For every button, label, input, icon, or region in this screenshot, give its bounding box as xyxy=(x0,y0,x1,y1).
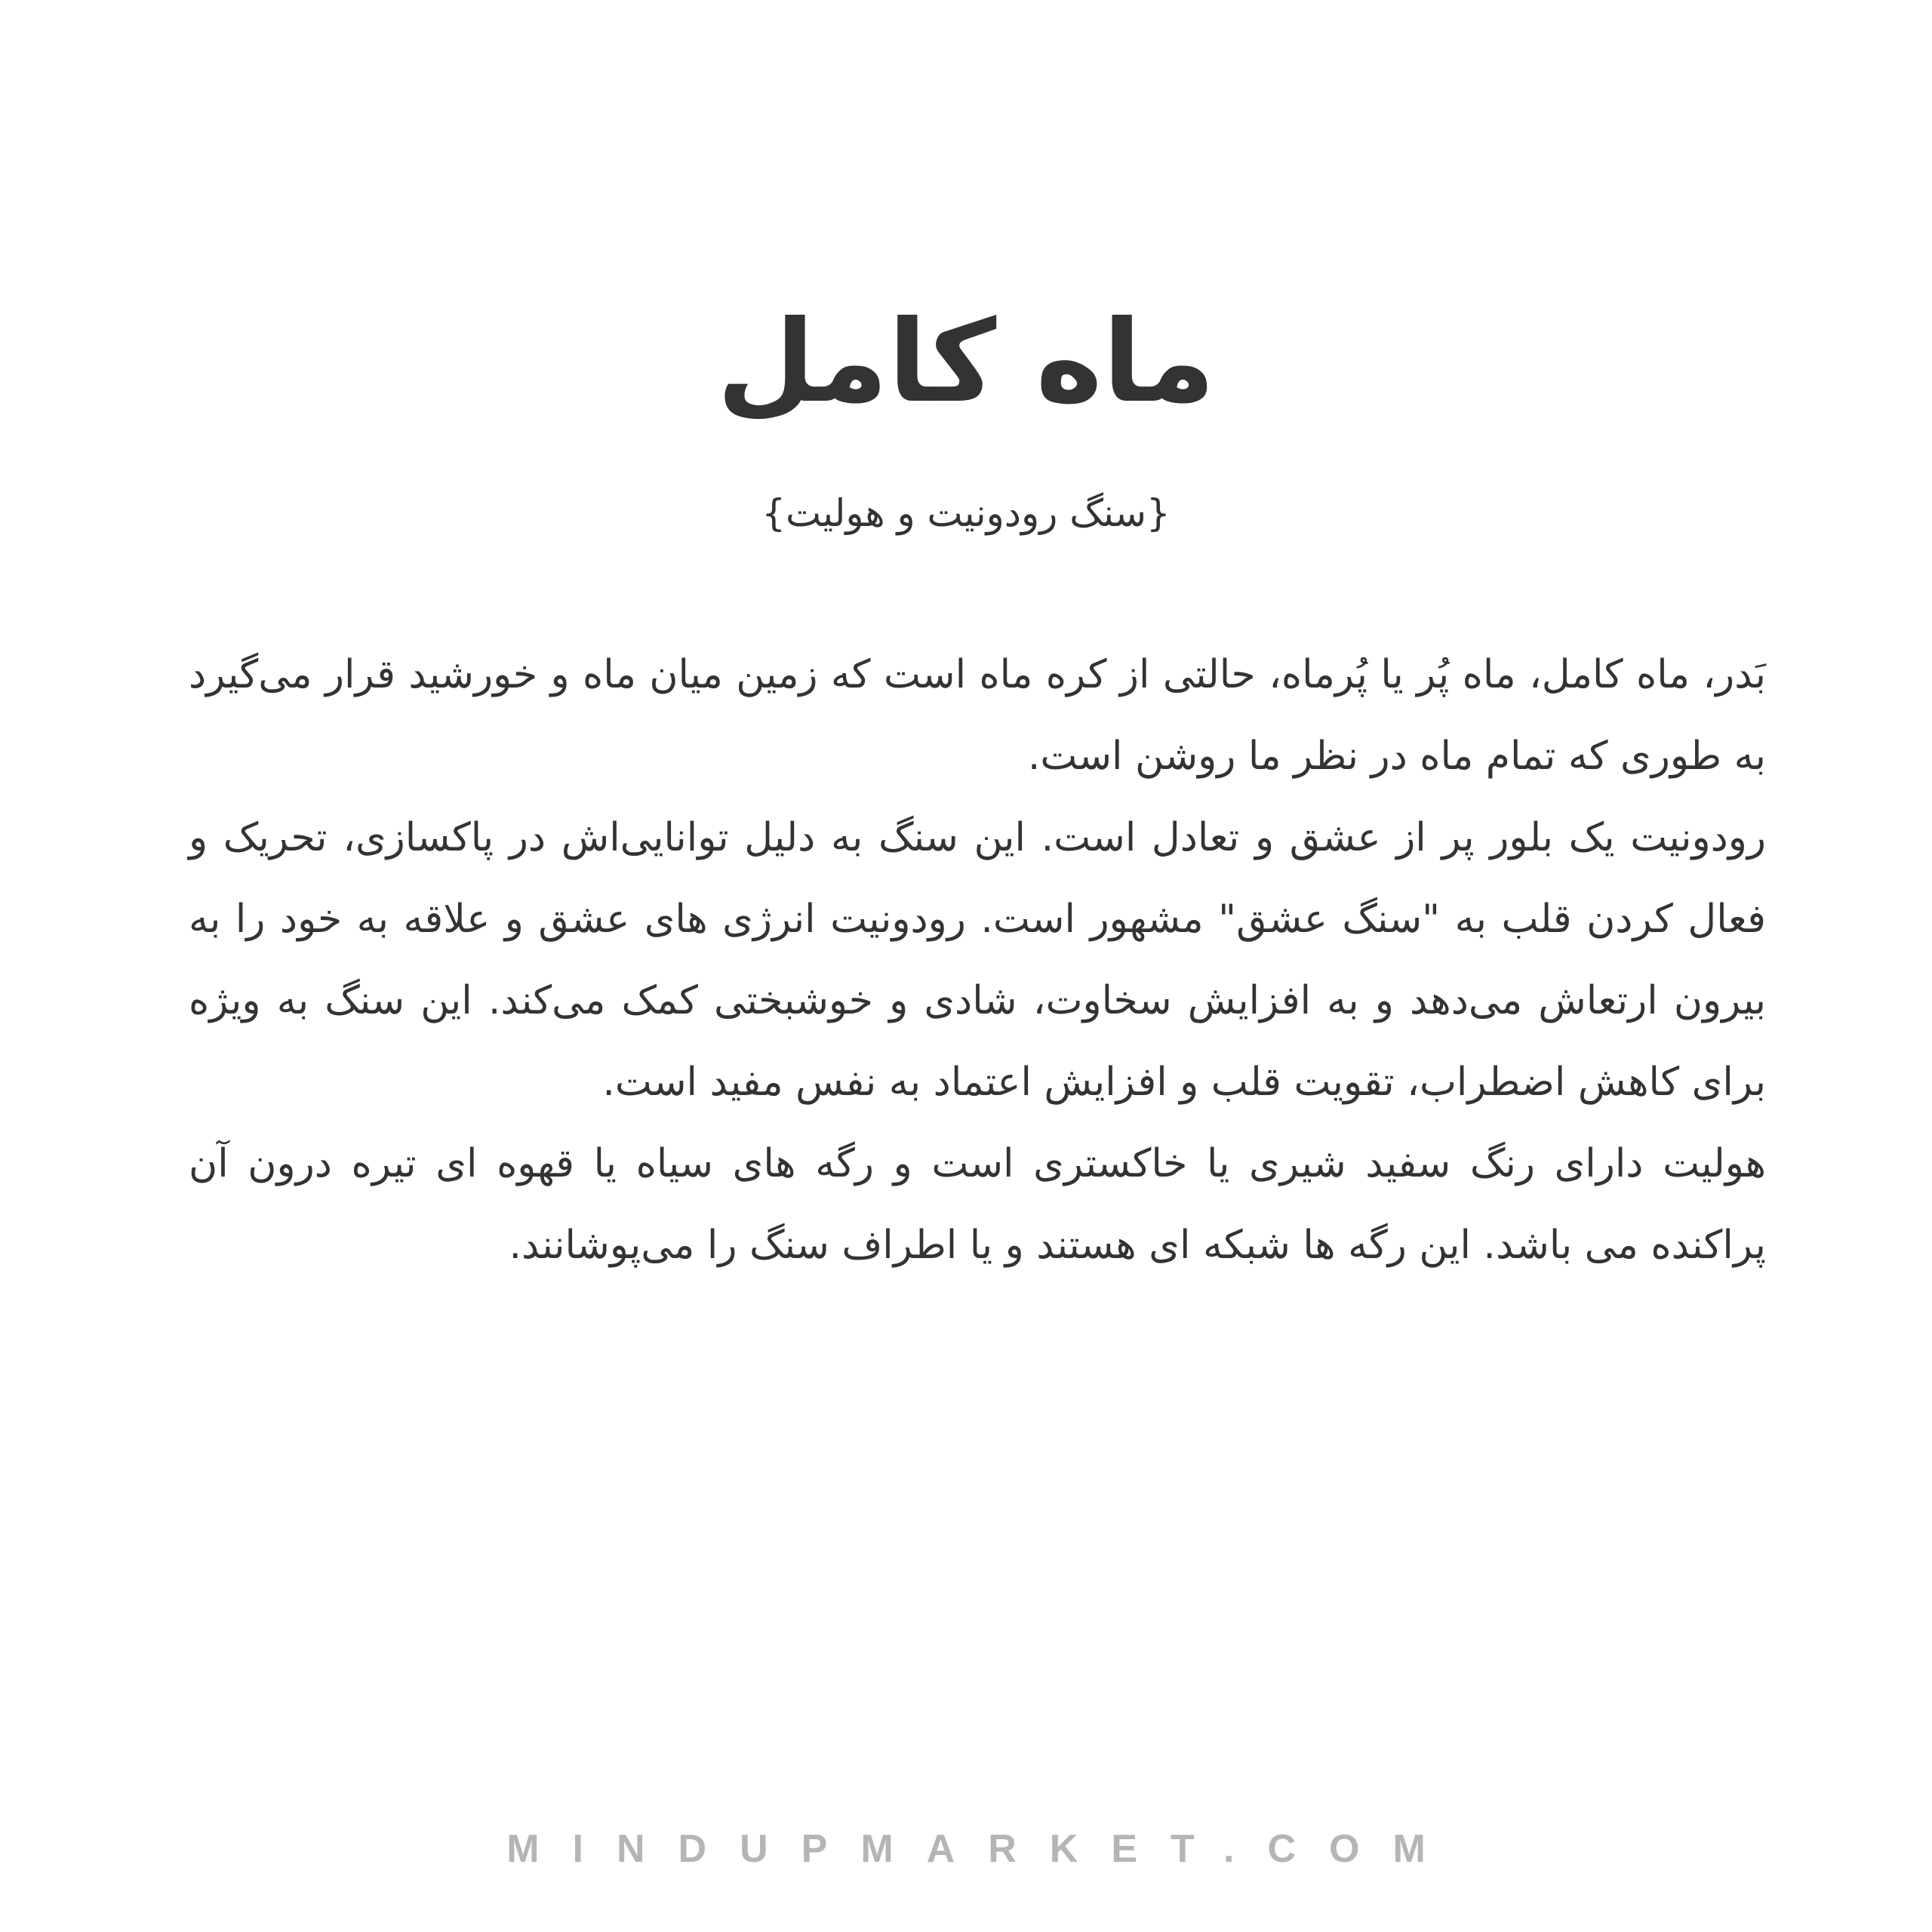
footer-website: MINDUPMARKET.COM xyxy=(506,1827,1459,1871)
body-text xyxy=(189,634,1766,1286)
paragraph-howlite: هولیت دارای رنگ سفید شیری یا خاکستری است و رگه های سیاه یا قهوه ای تیره درون آن پراکنده می باشد. این رگه ها شبکه ای هستند و یا اطراف سنگ را می‌پوشانند. xyxy=(189,1141,1766,1268)
paragraph-rhodonite: رودونیت یک بلور پر از عشق و تعادل است. این سنگ به دلیل توانایی‌اش در پاکسازی، تحریک و فعال کردن قلب به "سنگ عشق" مشهور است. رودونیت انرژی های عشق و علاقه به خود را به بیرون ارتعاش می‌دهد و به افزایش سخاوت، شادی و خوشبختی کمک می‌کند. این سنگ به ویژه برای کاهش اضطراب، تقویت قلب و افزایش اعتماد به نفس مفید است. xyxy=(189,815,1766,1105)
page-title: ماه کامل xyxy=(716,297,1216,428)
paragraph-full-moon: بَدر، ماه کامل، ماه پُر یا پُرماه، حالتی از کره ماه است که زمین میان ماه و خورشید قرار می‌گیرد به طوری که تمام ماه در نظر ما روشن است. xyxy=(189,652,1766,779)
page-subtitle: {سنگ رودونیت و هولیت} xyxy=(761,491,1171,535)
